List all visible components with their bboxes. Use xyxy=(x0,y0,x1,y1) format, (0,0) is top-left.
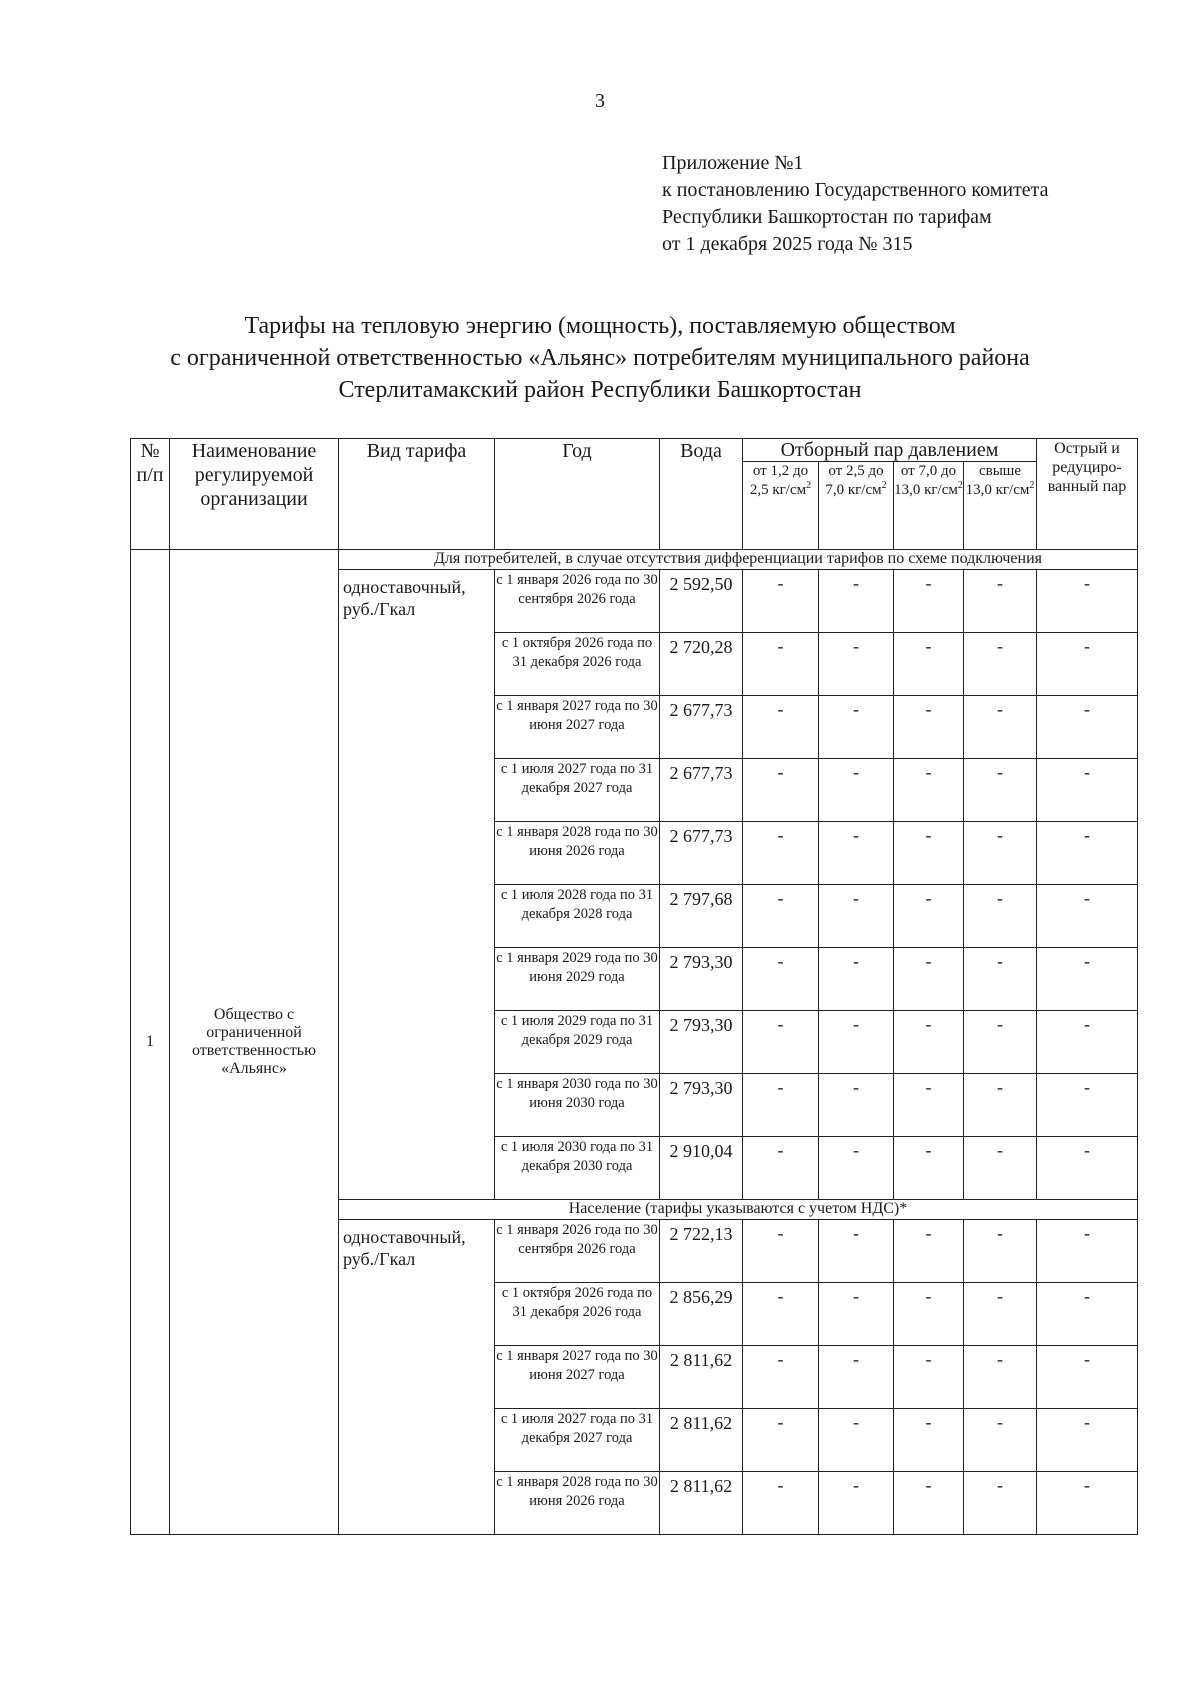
header-pressure-2 xyxy=(819,462,894,550)
period-cell: с 1 января 2028 года по 30 июня 2026 года xyxy=(495,1472,660,1535)
empty-value-dash: - xyxy=(894,1220,964,1283)
empty-value-dash: - xyxy=(819,1283,894,1346)
title-line: Тарифы на тепловую энергию (мощность), поставляемую обществом xyxy=(244,313,956,339)
empty-value-dash: - xyxy=(743,1409,819,1472)
header-pressure-group: Отборный пар давлением xyxy=(743,439,1037,462)
empty-value-dash: - xyxy=(819,570,894,633)
empty-value-dash: - xyxy=(1037,1011,1138,1074)
empty-value-dash: - xyxy=(743,1220,819,1283)
empty-value-dash: - xyxy=(743,948,819,1011)
empty-value-dash: - xyxy=(894,570,964,633)
empty-value-dash: - xyxy=(894,948,964,1011)
header-pressure-4-label: свыше 13,0 кг/см xyxy=(965,463,1030,498)
empty-value-dash: - xyxy=(743,1346,819,1409)
empty-value-dash: - xyxy=(964,1283,1037,1346)
row-number: 1 xyxy=(131,550,170,1535)
appendix-line: Республики Башкортостан по тарифам xyxy=(662,206,992,228)
water-value: 2 811,62 xyxy=(660,1472,743,1535)
empty-value-dash: - xyxy=(743,1011,819,1074)
period-cell: с 1 октября 2026 года по 31 декабря 2026 года xyxy=(495,1283,660,1346)
empty-value-dash: - xyxy=(819,948,894,1011)
empty-value-dash: - xyxy=(894,759,964,822)
empty-value-dash: - xyxy=(743,759,819,822)
period-cell: с 1 января 2026 года по 30 сентября 2026 года xyxy=(495,570,660,633)
empty-value-dash: - xyxy=(1037,948,1138,1011)
water-value: 2 720,28 xyxy=(660,633,743,696)
header-steam: Острый и редуциро-ванный пар xyxy=(1037,439,1138,550)
empty-value-dash: - xyxy=(964,1346,1037,1409)
appendix-line: к постановлению Государственного комитета xyxy=(662,179,1049,201)
superscript: 2 xyxy=(1029,480,1035,491)
section-row xyxy=(131,550,1138,570)
period-cell: с 1 июля 2027 года по 31 декабря 2027 года xyxy=(495,1409,660,1472)
water-value: 2 793,30 xyxy=(660,948,743,1011)
empty-value-dash: - xyxy=(819,633,894,696)
superscript: 2 xyxy=(957,480,963,491)
empty-value-dash: - xyxy=(819,1137,894,1200)
tariff-type: одноставочный, руб./Гкал xyxy=(339,1220,495,1535)
empty-value-dash: - xyxy=(894,1346,964,1409)
empty-value-dash: - xyxy=(743,1074,819,1137)
header-num: № п/п xyxy=(131,439,170,550)
tariff-table xyxy=(130,438,1138,1535)
empty-value-dash: - xyxy=(1037,1346,1138,1409)
header-pressure-1-label: от 1,2 до 2,5 кг/см xyxy=(749,463,809,498)
title-line: с ограниченной ответственностью «Альянс» потребителям муниципального района xyxy=(170,345,1030,371)
period-cell: с 1 января 2027 года по 30 июня 2027 года xyxy=(495,1346,660,1409)
empty-value-dash: - xyxy=(894,1011,964,1074)
empty-value-dash: - xyxy=(819,696,894,759)
header-pressure-2-label: от 2,5 до 7,0 кг/см xyxy=(825,463,884,498)
header-pressure-1 xyxy=(743,462,819,550)
period-cell: с 1 июля 2028 года по 31 декабря 2028 года xyxy=(495,885,660,948)
water-value: 2 677,73 xyxy=(660,696,743,759)
section-title: Для потребителей, в случае отсутствия дифференциации тарифов по схеме подключения xyxy=(339,550,1138,570)
title-line: Стерлитамакский район Республики Башкортостан xyxy=(338,377,862,403)
empty-value-dash: - xyxy=(894,885,964,948)
header-pressure-4 xyxy=(964,462,1037,550)
header-kind: Вид тарифа xyxy=(339,439,495,550)
empty-value-dash: - xyxy=(964,633,1037,696)
period-cell: с 1 июля 2027 года по 31 декабря 2027 года xyxy=(495,759,660,822)
empty-value-dash: - xyxy=(1037,759,1138,822)
empty-value-dash: - xyxy=(819,1220,894,1283)
empty-value-dash: - xyxy=(743,1137,819,1200)
period-cell: с 1 января 2027 года по 30 июня 2027 года xyxy=(495,696,660,759)
empty-value-dash: - xyxy=(894,1409,964,1472)
empty-value-dash: - xyxy=(964,948,1037,1011)
empty-value-dash: - xyxy=(964,1074,1037,1137)
water-value: 2 910,04 xyxy=(660,1137,743,1200)
period-cell: с 1 января 2028 года по 30 июня 2026 года xyxy=(495,822,660,885)
empty-value-dash: - xyxy=(894,1137,964,1200)
empty-value-dash: - xyxy=(1037,1074,1138,1137)
empty-value-dash: - xyxy=(964,1409,1037,1472)
period-cell: с 1 июля 2030 года по 31 декабря 2030 года xyxy=(495,1137,660,1200)
empty-value-dash: - xyxy=(964,1220,1037,1283)
appendix-line: Приложение №1 xyxy=(662,152,804,174)
empty-value-dash: - xyxy=(1037,1137,1138,1200)
page-number: 3 xyxy=(595,90,605,112)
empty-value-dash: - xyxy=(1037,1409,1138,1472)
superscript: 2 xyxy=(881,480,887,491)
empty-value-dash: - xyxy=(964,696,1037,759)
empty-value-dash: - xyxy=(819,759,894,822)
empty-value-dash: - xyxy=(894,1074,964,1137)
empty-value-dash: - xyxy=(819,1011,894,1074)
period-cell: с 1 января 2030 года по 30 июня 2030 года xyxy=(495,1074,660,1137)
water-value: 2 856,29 xyxy=(660,1283,743,1346)
water-value: 2 677,73 xyxy=(660,822,743,885)
empty-value-dash: - xyxy=(819,1346,894,1409)
empty-value-dash: - xyxy=(1037,822,1138,885)
empty-value-dash: - xyxy=(964,822,1037,885)
period-cell: с 1 января 2026 года по 30 сентября 2026 года xyxy=(495,1220,660,1283)
empty-value-dash: - xyxy=(894,633,964,696)
empty-value-dash: - xyxy=(743,1472,819,1535)
empty-value-dash: - xyxy=(964,885,1037,948)
superscript: 2 xyxy=(806,480,812,491)
water-value: 2 793,30 xyxy=(660,1011,743,1074)
header-year: Год xyxy=(495,439,660,550)
empty-value-dash: - xyxy=(1037,885,1138,948)
empty-value-dash: - xyxy=(964,1011,1037,1074)
empty-value-dash: - xyxy=(743,633,819,696)
empty-value-dash: - xyxy=(964,1137,1037,1200)
tariff-type: одноставочный, руб./Гкал xyxy=(339,570,495,1200)
empty-value-dash: - xyxy=(894,696,964,759)
empty-value-dash: - xyxy=(743,885,819,948)
header-org: Наименование регулируемой организации xyxy=(170,439,339,550)
empty-value-dash: - xyxy=(743,1283,819,1346)
empty-value-dash: - xyxy=(819,885,894,948)
empty-value-dash: - xyxy=(743,570,819,633)
empty-value-dash: - xyxy=(1037,696,1138,759)
empty-value-dash: - xyxy=(819,822,894,885)
empty-value-dash: - xyxy=(894,822,964,885)
organization-name: Общество с ограниченной ответственностью «Альянс» xyxy=(170,550,339,1535)
water-value: 2 793,30 xyxy=(660,1074,743,1137)
header-pressure-3 xyxy=(894,462,964,550)
empty-value-dash: - xyxy=(819,1409,894,1472)
appendix-line: от 1 декабря 2025 года № 315 xyxy=(662,233,913,255)
empty-value-dash: - xyxy=(743,696,819,759)
appendix-note xyxy=(662,150,1049,258)
water-value: 2 797,68 xyxy=(660,885,743,948)
empty-value-dash: - xyxy=(1037,1220,1138,1283)
water-value: 2 722,13 xyxy=(660,1220,743,1283)
empty-value-dash: - xyxy=(1037,633,1138,696)
empty-value-dash: - xyxy=(1037,1283,1138,1346)
period-cell: с 1 июля 2029 года по 31 декабря 2029 года xyxy=(495,1011,660,1074)
document-title xyxy=(0,310,1200,406)
water-value: 2 677,73 xyxy=(660,759,743,822)
empty-value-dash: - xyxy=(894,1283,964,1346)
empty-value-dash: - xyxy=(819,1472,894,1535)
empty-value-dash: - xyxy=(819,1074,894,1137)
empty-value-dash: - xyxy=(964,1472,1037,1535)
section-title: Население (тарифы указываются с учетом НДС)* xyxy=(339,1200,1138,1220)
water-value: 2 811,62 xyxy=(660,1409,743,1472)
header-water: Вода xyxy=(660,439,743,550)
header-pressure-3-label: от 7,0 до 13,0 кг/см xyxy=(894,463,958,498)
empty-value-dash: - xyxy=(1037,570,1138,633)
water-value: 2 592,50 xyxy=(660,570,743,633)
empty-value-dash: - xyxy=(743,822,819,885)
empty-value-dash: - xyxy=(894,1472,964,1535)
water-value: 2 811,62 xyxy=(660,1346,743,1409)
period-cell: с 1 января 2029 года по 30 июня 2029 года xyxy=(495,948,660,1011)
empty-value-dash: - xyxy=(964,759,1037,822)
empty-value-dash: - xyxy=(1037,1472,1138,1535)
period-cell: с 1 октября 2026 года по 31 декабря 2026 года xyxy=(495,633,660,696)
empty-value-dash: - xyxy=(964,570,1037,633)
